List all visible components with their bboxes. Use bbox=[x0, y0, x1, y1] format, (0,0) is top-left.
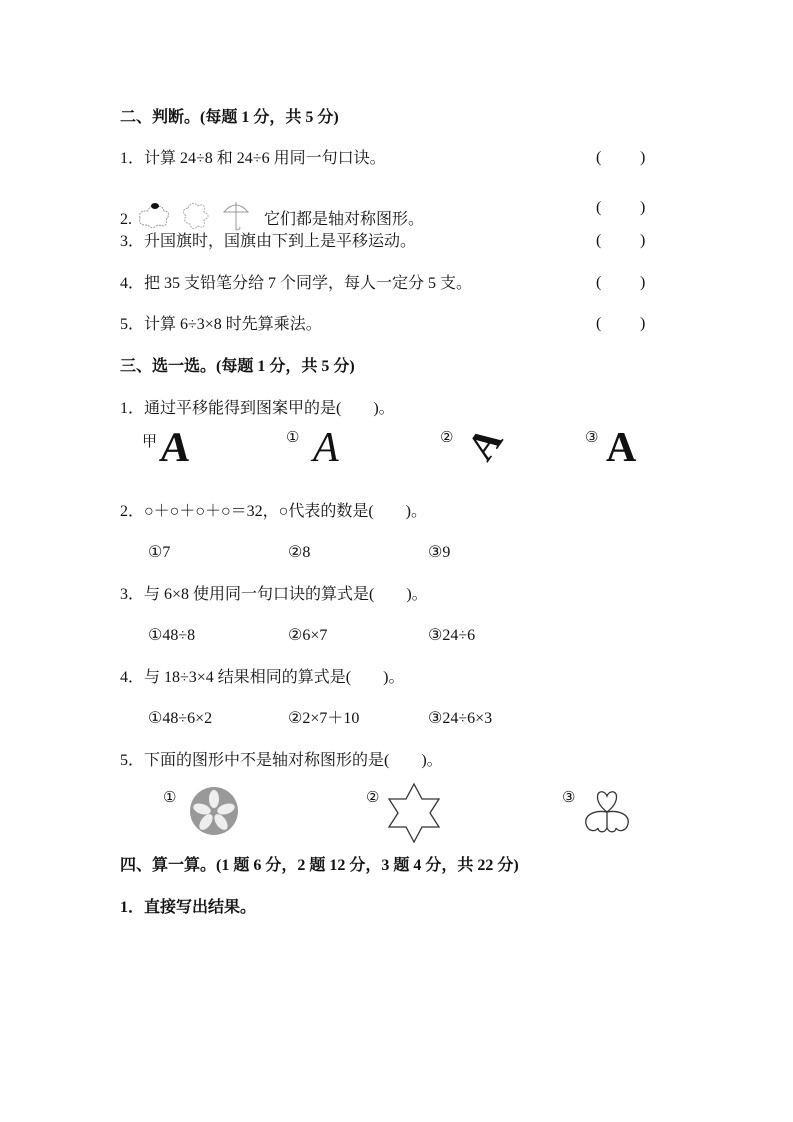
q3-option-3[interactable]: ③24÷6 bbox=[428, 627, 476, 644]
section2-title: 二、判断。(每题 1 分，共 5 分) bbox=[120, 109, 339, 126]
letter-a-original: A bbox=[157, 425, 193, 471]
item-2-text: 它们都是轴对称图形。 bbox=[264, 211, 425, 228]
shape-label-3: ③ bbox=[562, 790, 576, 806]
judge-item-1: 1．计算 24÷8 和 24÷6 用同一句口诀。 bbox=[120, 150, 386, 167]
judge-item-3: 3．升国旗时，国旗由下到上是平移运动。 bbox=[120, 233, 417, 250]
judge-item-4: 4．把 35 支铅笔分给 7 个同学，每人一定分 5 支。 bbox=[120, 275, 473, 292]
q4-option-3[interactable]: ③24÷6×3 bbox=[428, 710, 493, 727]
letter-a-option-3: A bbox=[606, 425, 637, 471]
shape-label-2: ② bbox=[366, 790, 380, 806]
q4-option-2[interactable]: ②2×7＋10 bbox=[288, 710, 360, 727]
choice-q2: 2．○＋○＋○＋○＝32，○代表的数是( )。 bbox=[120, 503, 427, 520]
label-3: ③ bbox=[585, 430, 599, 446]
symmetry-shapes-figure bbox=[136, 198, 264, 232]
choice-q3: 3．与 6×8 使用同一句口诀的算式是( )。 bbox=[120, 586, 428, 603]
choice-q5: 5．下面的图形中不是轴对称图形的是( )。 bbox=[120, 752, 443, 769]
label-2: ② bbox=[440, 430, 454, 446]
letter-a-option-1: A bbox=[313, 425, 339, 471]
q2-option-2[interactable]: ②8 bbox=[288, 544, 311, 561]
q2-option-3[interactable]: ③9 bbox=[428, 544, 451, 561]
label-jia: 甲 bbox=[142, 434, 158, 450]
q2-option-1[interactable]: ①7 bbox=[148, 544, 171, 561]
q4-option-1[interactable]: ①48÷6×2 bbox=[148, 710, 213, 727]
clover-icon bbox=[582, 788, 632, 838]
item-number: 2. bbox=[120, 211, 132, 228]
q3-option-2[interactable]: ②6×7 bbox=[288, 627, 328, 644]
letter-a-option-2: A bbox=[457, 418, 512, 469]
judge-item-5: 5．计算 6÷3×8 时先算乘法。 bbox=[120, 316, 322, 333]
choice-q1: 1．通过平移能得到图案甲的是( )。 bbox=[120, 400, 395, 417]
shape-label-1: ① bbox=[163, 790, 177, 806]
section3-title: 三、选一选。(每题 1 分，共 5 分) bbox=[120, 358, 355, 375]
q3-option-1[interactable]: ①48÷8 bbox=[148, 627, 196, 644]
choice-q4: 4．与 18÷3×4 结果相同的算式是( )。 bbox=[120, 669, 405, 686]
section4-title: 四、算一算。(1 题 6 分，2 题 12 分，3 题 4 分，共 22 分) bbox=[120, 857, 519, 874]
label-1: ① bbox=[286, 430, 300, 446]
six-point-star-icon bbox=[386, 782, 442, 844]
judge-item-2 bbox=[120, 198, 424, 232]
section4-sub1: 1．直接写出结果。 bbox=[120, 899, 257, 916]
bauhinia-flag-icon bbox=[188, 785, 240, 837]
worksheet-page: 二、判断。(每题 1 分，共 5 分) 1．计算 24÷8 和 24÷6 用同一句口诀。 2. 它们都是轴对称图形。 3．升国旗时，国旗由下到上是平移运动。 4．把 35 支铅笔分给 7 个同学，每人一定分 5 支。 5．计算 6÷3×8 时先算乘法。 ( ) ( ) ( ) ( ) ( ) 三、选一选。(每题 1 分，共 5 分) 1．通过平移能得到图案甲的是( )。 甲 A ① A ② A ③ A 2．○＋○＋○＋○＝32，○代表的数是( )。 ①7 ②8 ③9 3．与 6×8 使用同一句口诀的算式是( )。 ①48÷8 ②6×7 ③24÷6 4．与 18÷3×4 结果相同的算式是( )。 ①48÷6×2 ②2×7＋10 ③24÷6×3 5．下面的图形中不是轴对称图形的是( )。 ① ② ③ 四、算一算。(1 题 6 分，2 题 12 分，3 题 4 分，共 22 分) 1．直接写出结果。 bbox=[0, 0, 793, 1122]
